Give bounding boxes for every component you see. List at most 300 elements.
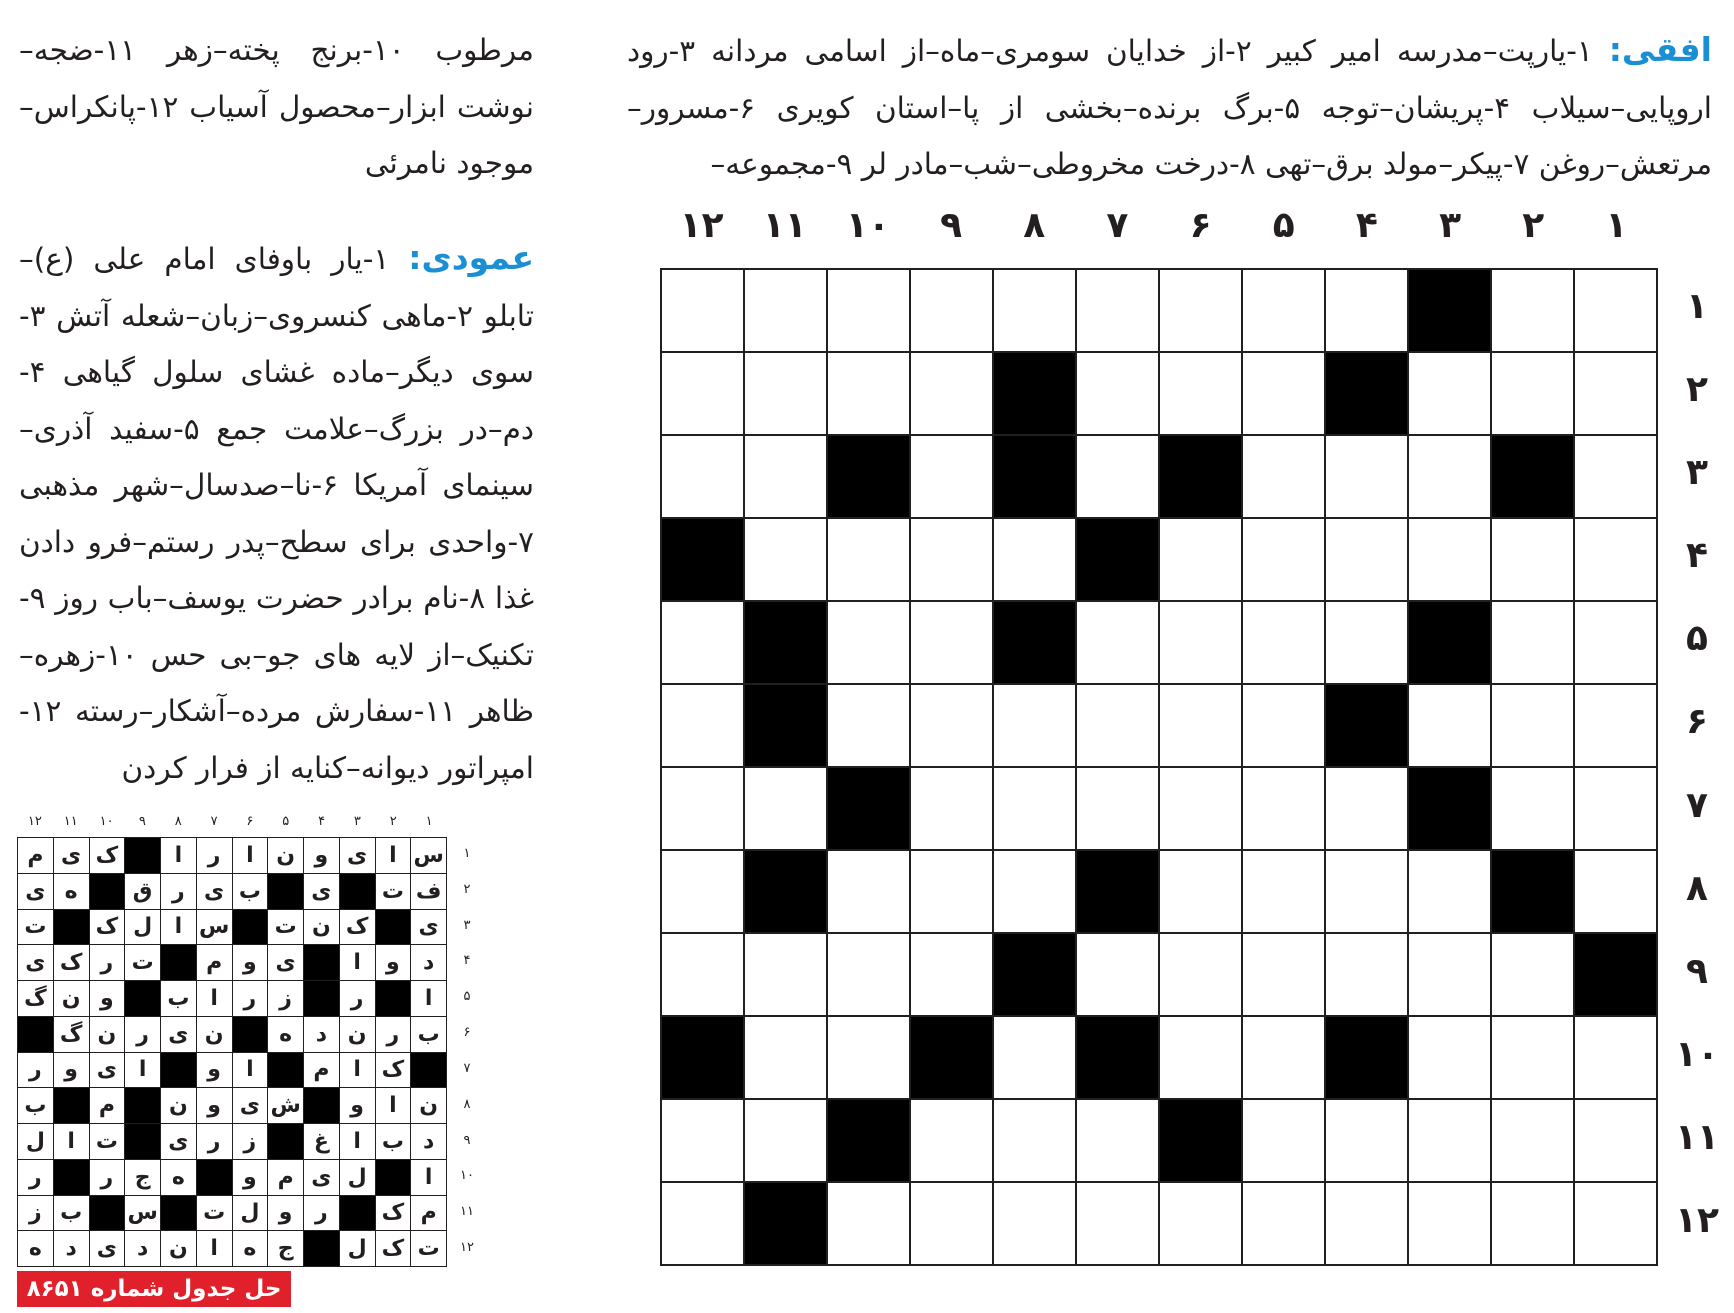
solution-letter: ر <box>376 1017 411 1052</box>
solution-letter: ر <box>340 981 375 1016</box>
black-cell <box>1077 851 1158 932</box>
solution-letter: س <box>411 838 446 873</box>
black-cell <box>1409 602 1490 683</box>
row-number: ۸ <box>1686 867 1708 909</box>
empty-cell[interactable] <box>828 934 909 1015</box>
empty-cell[interactable] <box>1409 353 1490 434</box>
solution-letter: ش <box>268 1088 303 1123</box>
solution-letter: ز <box>18 1196 53 1231</box>
solution-black-cell <box>197 1160 232 1195</box>
black-cell <box>828 436 909 517</box>
solution-letter: و <box>197 1088 232 1123</box>
solution-letter: ب <box>233 874 268 909</box>
black-cell <box>1492 436 1573 517</box>
solution-letter: ا <box>161 838 196 873</box>
solution-row-number: ۶ <box>463 1025 471 1041</box>
empty-cell[interactable] <box>1492 1100 1573 1181</box>
empty-cell[interactable] <box>1160 1183 1241 1264</box>
empty-cell[interactable] <box>1575 685 1656 766</box>
solution-letter: ی <box>54 838 89 873</box>
empty-cell[interactable] <box>1409 1017 1490 1098</box>
solution-letter: ر <box>197 838 232 873</box>
empty-cell[interactable] <box>1243 1017 1324 1098</box>
solution-letter: ا <box>411 1160 446 1195</box>
empty-cell[interactable] <box>911 270 992 351</box>
solution-row-number: ۱۲ <box>460 1240 474 1256</box>
empty-cell[interactable] <box>911 519 992 600</box>
solution-letter: و <box>376 945 411 980</box>
empty-cell[interactable] <box>1492 934 1573 1015</box>
empty-cell[interactable] <box>828 602 909 683</box>
column-number: ۵ <box>1272 205 1295 246</box>
empty-cell[interactable] <box>828 1017 909 1098</box>
solution-letter: س <box>197 910 232 945</box>
empty-cell[interactable] <box>662 270 743 351</box>
solution-black-cell <box>304 1231 339 1266</box>
empty-cell[interactable] <box>911 1183 992 1264</box>
empty-cell[interactable] <box>1326 934 1407 1015</box>
empty-cell[interactable] <box>1326 851 1407 932</box>
horizontal-clues-continued: مرطوب ۱۰-برنج پخته–زهر ۱۱-ضجه–نوشت ابزار–محصول آسیاب ۱۲-پانکراس–موجود نامرئی <box>19 33 534 180</box>
empty-cell[interactable] <box>1492 270 1573 351</box>
solution-letter: گ <box>54 1017 89 1052</box>
solution-letter: د <box>125 1231 160 1266</box>
solution-letter: ر <box>90 1160 125 1195</box>
empty-cell[interactable] <box>662 685 743 766</box>
empty-cell[interactable] <box>1409 436 1490 517</box>
black-cell <box>994 353 1075 434</box>
column-number: ۶ <box>1189 205 1212 246</box>
solution-black-cell <box>18 1017 53 1052</box>
solution-column-number: ۴ <box>318 814 326 829</box>
empty-cell[interactable] <box>1492 685 1573 766</box>
empty-cell[interactable] <box>994 768 1075 849</box>
row-number: ۳ <box>1686 451 1708 493</box>
empty-cell[interactable] <box>994 519 1075 600</box>
solution-column-number: ۱۲ <box>27 814 42 829</box>
solution-letter: ا <box>161 910 196 945</box>
empty-cell[interactable] <box>911 353 992 434</box>
empty-cell[interactable] <box>1492 768 1573 849</box>
empty-cell[interactable] <box>1575 436 1656 517</box>
solution-letter: و <box>268 1196 303 1231</box>
solution-letter: ا <box>197 981 232 1016</box>
empty-cell[interactable] <box>911 768 992 849</box>
solution-letter: ی <box>304 1160 339 1195</box>
solution-row-number: ۵ <box>463 989 471 1005</box>
empty-cell[interactable] <box>1326 270 1407 351</box>
solution-letter: ک <box>54 945 89 980</box>
empty-cell[interactable] <box>1409 851 1490 932</box>
solution-letter: ا <box>376 838 411 873</box>
solution-column-number: ۳ <box>353 814 361 829</box>
solution-letter: ه <box>54 874 89 909</box>
row-number: ۱۱ <box>1675 1117 1719 1159</box>
empty-cell[interactable] <box>1409 685 1490 766</box>
solution-letter: ت <box>376 874 411 909</box>
empty-cell[interactable] <box>1243 1183 1324 1264</box>
empty-cell[interactable] <box>828 685 909 766</box>
solution-letter: د <box>411 1124 446 1159</box>
solution-letter: ا <box>340 945 375 980</box>
black-cell <box>1409 270 1490 351</box>
empty-cell[interactable] <box>745 768 826 849</box>
solution-letter: ن <box>161 1231 196 1266</box>
empty-cell[interactable] <box>1077 270 1158 351</box>
crossword-grid <box>660 268 1658 1266</box>
solution-black-cell <box>161 1053 196 1088</box>
solution-letter: ف <box>411 874 446 909</box>
empty-cell[interactable] <box>994 685 1075 766</box>
empty-cell[interactable] <box>911 851 992 932</box>
solution-letter: ت <box>197 1196 232 1231</box>
solution-black-cell <box>304 1088 339 1123</box>
solution-black-cell <box>376 981 411 1016</box>
solution-letter: ن <box>90 1017 125 1052</box>
solution-letter: ا <box>411 981 446 1016</box>
empty-cell[interactable] <box>1326 602 1407 683</box>
empty-cell[interactable] <box>1243 685 1324 766</box>
black-cell <box>662 1017 743 1098</box>
solution-letter: ن <box>304 910 339 945</box>
solution-row-number: ۱۰ <box>460 1168 474 1184</box>
empty-cell[interactable] <box>1160 768 1241 849</box>
empty-cell[interactable] <box>662 851 743 932</box>
empty-cell[interactable] <box>1077 353 1158 434</box>
empty-cell[interactable] <box>1160 685 1241 766</box>
empty-cell[interactable] <box>911 1100 992 1181</box>
empty-cell[interactable] <box>1077 685 1158 766</box>
solution-letter: ج <box>125 1160 160 1195</box>
empty-cell[interactable] <box>994 1183 1075 1264</box>
row-number: ۱۲ <box>1675 1200 1719 1242</box>
black-cell <box>1326 685 1407 766</box>
empty-cell[interactable] <box>745 519 826 600</box>
empty-cell[interactable] <box>1243 353 1324 434</box>
solution-letter: ن <box>197 1017 232 1052</box>
solution-letter: م <box>197 945 232 980</box>
black-cell <box>745 602 826 683</box>
solution-letter: ی <box>90 1053 125 1088</box>
empty-cell[interactable] <box>662 1183 743 1264</box>
empty-cell[interactable] <box>1492 602 1573 683</box>
solution-letter: د <box>54 1231 89 1266</box>
solution-letter: ق <box>125 874 160 909</box>
black-cell <box>1326 1017 1407 1098</box>
empty-cell[interactable] <box>1243 851 1324 932</box>
solution-letter: ج <box>268 1231 303 1266</box>
solution-letter: ت <box>125 945 160 980</box>
empty-cell[interactable] <box>1492 353 1573 434</box>
empty-cell[interactable] <box>662 934 743 1015</box>
empty-cell[interactable] <box>1326 768 1407 849</box>
solution-row-number: ۹ <box>463 1132 471 1148</box>
empty-cell[interactable] <box>994 270 1075 351</box>
solution-letter: ن <box>268 838 303 873</box>
empty-cell[interactable] <box>1243 768 1324 849</box>
solution-letter: ک <box>376 1196 411 1231</box>
empty-cell[interactable] <box>1326 1183 1407 1264</box>
empty-cell[interactable] <box>1243 519 1324 600</box>
solution-letter: و <box>304 838 339 873</box>
empty-cell[interactable] <box>911 934 992 1015</box>
empty-cell[interactable] <box>1492 1017 1573 1098</box>
solution-letter: ا <box>340 1124 375 1159</box>
solution-letter: ه <box>161 1160 196 1195</box>
solution-letter: ر <box>18 1053 53 1088</box>
empty-cell[interactable] <box>745 270 826 351</box>
empty-cell[interactable] <box>994 851 1075 932</box>
empty-cell[interactable] <box>1160 602 1241 683</box>
empty-cell[interactable] <box>662 436 743 517</box>
vertical-clues <box>19 230 534 796</box>
empty-cell[interactable] <box>1326 1100 1407 1181</box>
solution-letter: ل <box>125 910 160 945</box>
empty-cell[interactable] <box>828 353 909 434</box>
solution-letter: ی <box>233 1088 268 1123</box>
empty-cell[interactable] <box>1077 436 1158 517</box>
empty-cell[interactable] <box>1409 519 1490 600</box>
solution-row-number: ۷ <box>463 1060 471 1076</box>
empty-cell[interactable] <box>1243 1100 1324 1181</box>
empty-cell[interactable] <box>1160 519 1241 600</box>
solution-letter: ر <box>90 945 125 980</box>
solution-column-number: ۹ <box>138 814 146 829</box>
solution-black-cell <box>411 1053 446 1088</box>
solution-letter: ب <box>54 1196 89 1231</box>
solution-letter: ی <box>18 874 53 909</box>
empty-cell[interactable] <box>745 1017 826 1098</box>
solution-row-number: ۱۱ <box>460 1204 474 1220</box>
solution-letter: ا <box>340 1053 375 1088</box>
horizontal-clues-text: ۱-یارپت–مدرسه امیر کبیر ۲-از خدایان سومری–ماه–از اسامی مردانه ۳-رود اروپایی–سیلاب ۴-پریشان–توجه ۵-برگ برنده–بخشی از پا–استان کویری ۶-مسرور–مرتعش–روغن ۷-پیکر–مولد برق–تهی ۸-درخت مخروطی–شب–مادر لر ۹-مجموعه– <box>627 34 1712 181</box>
empty-cell[interactable] <box>1243 602 1324 683</box>
solution-letter: ا <box>233 1053 268 1088</box>
empty-cell[interactable] <box>1160 934 1241 1015</box>
solution-black-cell <box>54 910 89 945</box>
column-number: ۱۱ <box>762 205 807 246</box>
solution-letter: ی <box>90 1231 125 1266</box>
solution-letter: و <box>233 1160 268 1195</box>
empty-cell[interactable] <box>1575 1100 1656 1181</box>
column-number: ۹ <box>940 205 963 246</box>
solution-row-number: ۴ <box>463 953 471 969</box>
empty-cell[interactable] <box>1077 1183 1158 1264</box>
empty-cell[interactable] <box>1077 1100 1158 1181</box>
row-number: ۱۰ <box>1675 1034 1719 1076</box>
solution-letter: ر <box>233 981 268 1016</box>
black-cell <box>1326 353 1407 434</box>
column-number: ۱ <box>1605 205 1628 246</box>
solution-letter: ل <box>340 1160 375 1195</box>
solution-column-number: ۱ <box>425 814 433 829</box>
empty-cell[interactable] <box>1492 1183 1573 1264</box>
empty-cell[interactable] <box>1575 1183 1656 1264</box>
empty-cell[interactable] <box>1077 934 1158 1015</box>
empty-cell[interactable] <box>828 519 909 600</box>
empty-cell[interactable] <box>1409 1183 1490 1264</box>
solution-black-cell <box>161 945 196 980</box>
black-cell <box>828 768 909 849</box>
black-cell <box>1492 851 1573 932</box>
empty-cell[interactable] <box>1160 353 1241 434</box>
solution-letter: ی <box>304 874 339 909</box>
empty-cell[interactable] <box>1575 768 1656 849</box>
row-number: ۱ <box>1686 285 1708 327</box>
empty-cell[interactable] <box>662 353 743 434</box>
empty-cell[interactable] <box>662 768 743 849</box>
empty-cell[interactable] <box>1243 934 1324 1015</box>
empty-cell[interactable] <box>911 602 992 683</box>
solution-black-cell <box>54 1088 89 1123</box>
empty-cell[interactable] <box>662 602 743 683</box>
column-number: ۱۰ <box>845 205 890 246</box>
black-cell <box>1160 436 1241 517</box>
solution-letter: م <box>18 838 53 873</box>
solution-grid <box>17 837 447 1267</box>
empty-cell[interactable] <box>994 1017 1075 1098</box>
solution-letter: ت <box>18 910 53 945</box>
black-cell <box>745 1183 826 1264</box>
empty-cell[interactable] <box>1409 934 1490 1015</box>
solution-black-cell <box>125 838 160 873</box>
solution-letter: و <box>340 1088 375 1123</box>
solution-letter: ز <box>268 981 303 1016</box>
solution-black-cell <box>304 945 339 980</box>
solution-letter: د <box>304 1017 339 1052</box>
solution-letter: ت <box>268 910 303 945</box>
solution-letter: ب <box>161 981 196 1016</box>
black-cell <box>1409 768 1490 849</box>
empty-cell[interactable] <box>1077 602 1158 683</box>
solution-letter: و <box>233 945 268 980</box>
black-cell <box>662 519 743 600</box>
solution-letter: ر <box>161 874 196 909</box>
empty-cell[interactable] <box>994 1100 1075 1181</box>
empty-cell[interactable] <box>828 1183 909 1264</box>
empty-cell[interactable] <box>1575 602 1656 683</box>
solution-letter: س <box>125 1196 160 1231</box>
empty-cell[interactable] <box>1575 353 1656 434</box>
empty-cell[interactable] <box>911 436 992 517</box>
empty-cell[interactable] <box>828 270 909 351</box>
solution-column-number: ۶ <box>246 814 254 829</box>
solution-letter: ب <box>376 1124 411 1159</box>
solution-black-cell <box>90 1196 125 1231</box>
empty-cell[interactable] <box>1492 519 1573 600</box>
solution-letter: ز <box>233 1124 268 1159</box>
solution-letter: ی <box>161 1124 196 1159</box>
empty-cell[interactable] <box>1160 1017 1241 1098</box>
empty-cell[interactable] <box>745 353 826 434</box>
empty-cell[interactable] <box>1326 436 1407 517</box>
solution-black-cell <box>125 1124 160 1159</box>
solution-black-cell <box>268 874 303 909</box>
solution-column-number: ۱۰ <box>99 814 114 829</box>
solution-black-cell <box>376 1160 411 1195</box>
black-cell <box>1077 1017 1158 1098</box>
empty-cell[interactable] <box>745 934 826 1015</box>
empty-cell[interactable] <box>1243 270 1324 351</box>
solution-letter: م <box>411 1196 446 1231</box>
solution-letter: د <box>411 945 446 980</box>
black-cell <box>745 685 826 766</box>
solution-letter: ک <box>376 1053 411 1088</box>
empty-cell[interactable] <box>1243 436 1324 517</box>
column-number: ۴ <box>1355 205 1378 246</box>
horizontal-clues <box>627 22 1712 193</box>
solution-letter: ا <box>197 1231 232 1266</box>
solution-letter: ر <box>125 1017 160 1052</box>
empty-cell[interactable] <box>745 1100 826 1181</box>
empty-cell[interactable] <box>1326 519 1407 600</box>
solution-letter: و <box>90 981 125 1016</box>
solution-letter: ک <box>340 910 375 945</box>
solution-letter: ک <box>90 838 125 873</box>
solution-letter: ل <box>18 1124 53 1159</box>
empty-cell[interactable] <box>662 1100 743 1181</box>
empty-cell[interactable] <box>745 436 826 517</box>
solution-letter: ی <box>18 945 53 980</box>
black-cell <box>994 436 1075 517</box>
solution-letter: ن <box>340 1017 375 1052</box>
row-number: ۴ <box>1686 535 1708 577</box>
empty-cell[interactable] <box>1575 851 1656 932</box>
solution-black-cell <box>268 1053 303 1088</box>
solution-letter: ر <box>304 1196 339 1231</box>
empty-cell[interactable] <box>1575 519 1656 600</box>
solution-black-cell <box>161 1196 196 1231</box>
empty-cell[interactable] <box>1160 270 1241 351</box>
empty-cell[interactable] <box>828 851 909 932</box>
solution-letter: و <box>197 1053 232 1088</box>
empty-cell[interactable] <box>1077 768 1158 849</box>
column-number: ۷ <box>1106 205 1129 246</box>
solution-letter: ک <box>376 1231 411 1266</box>
empty-cell[interactable] <box>1160 851 1241 932</box>
solution-letter: ا <box>233 838 268 873</box>
solution-black-cell <box>268 1124 303 1159</box>
empty-cell[interactable] <box>1409 1100 1490 1181</box>
solution-column-number: ۱۱ <box>63 814 78 829</box>
solution-badge: حل جدول شماره ۸۶۵۱ <box>17 1271 291 1307</box>
solution-letter: ا <box>376 1088 411 1123</box>
empty-cell[interactable] <box>1575 270 1656 351</box>
solution-letter: ت <box>90 1124 125 1159</box>
solution-column-number: ۷ <box>210 814 218 829</box>
empty-cell[interactable] <box>911 685 992 766</box>
solution-letter: م <box>304 1053 339 1088</box>
column-number: ۲ <box>1522 205 1545 246</box>
solution-black-cell <box>125 981 160 1016</box>
solution-letter: ا <box>54 1124 89 1159</box>
solution-letter: ی <box>268 945 303 980</box>
solution-letter: گ <box>18 981 53 1016</box>
row-number: ۷ <box>1686 784 1708 826</box>
solution-black-cell <box>304 981 339 1016</box>
solution-column-number: ۸ <box>174 814 182 829</box>
solution-black-cell <box>340 874 375 909</box>
solution-letter: و <box>54 1053 89 1088</box>
solution-letter: غ <box>304 1124 339 1159</box>
empty-cell[interactable] <box>1575 1017 1656 1098</box>
solution-row-number: ۲ <box>463 881 471 897</box>
row-number: ۲ <box>1686 368 1708 410</box>
solution-letter: ه <box>268 1017 303 1052</box>
column-number: ۸ <box>1023 205 1046 246</box>
solution-row-number: ۳ <box>463 917 471 933</box>
solution-row-number: ۸ <box>463 1096 471 1112</box>
